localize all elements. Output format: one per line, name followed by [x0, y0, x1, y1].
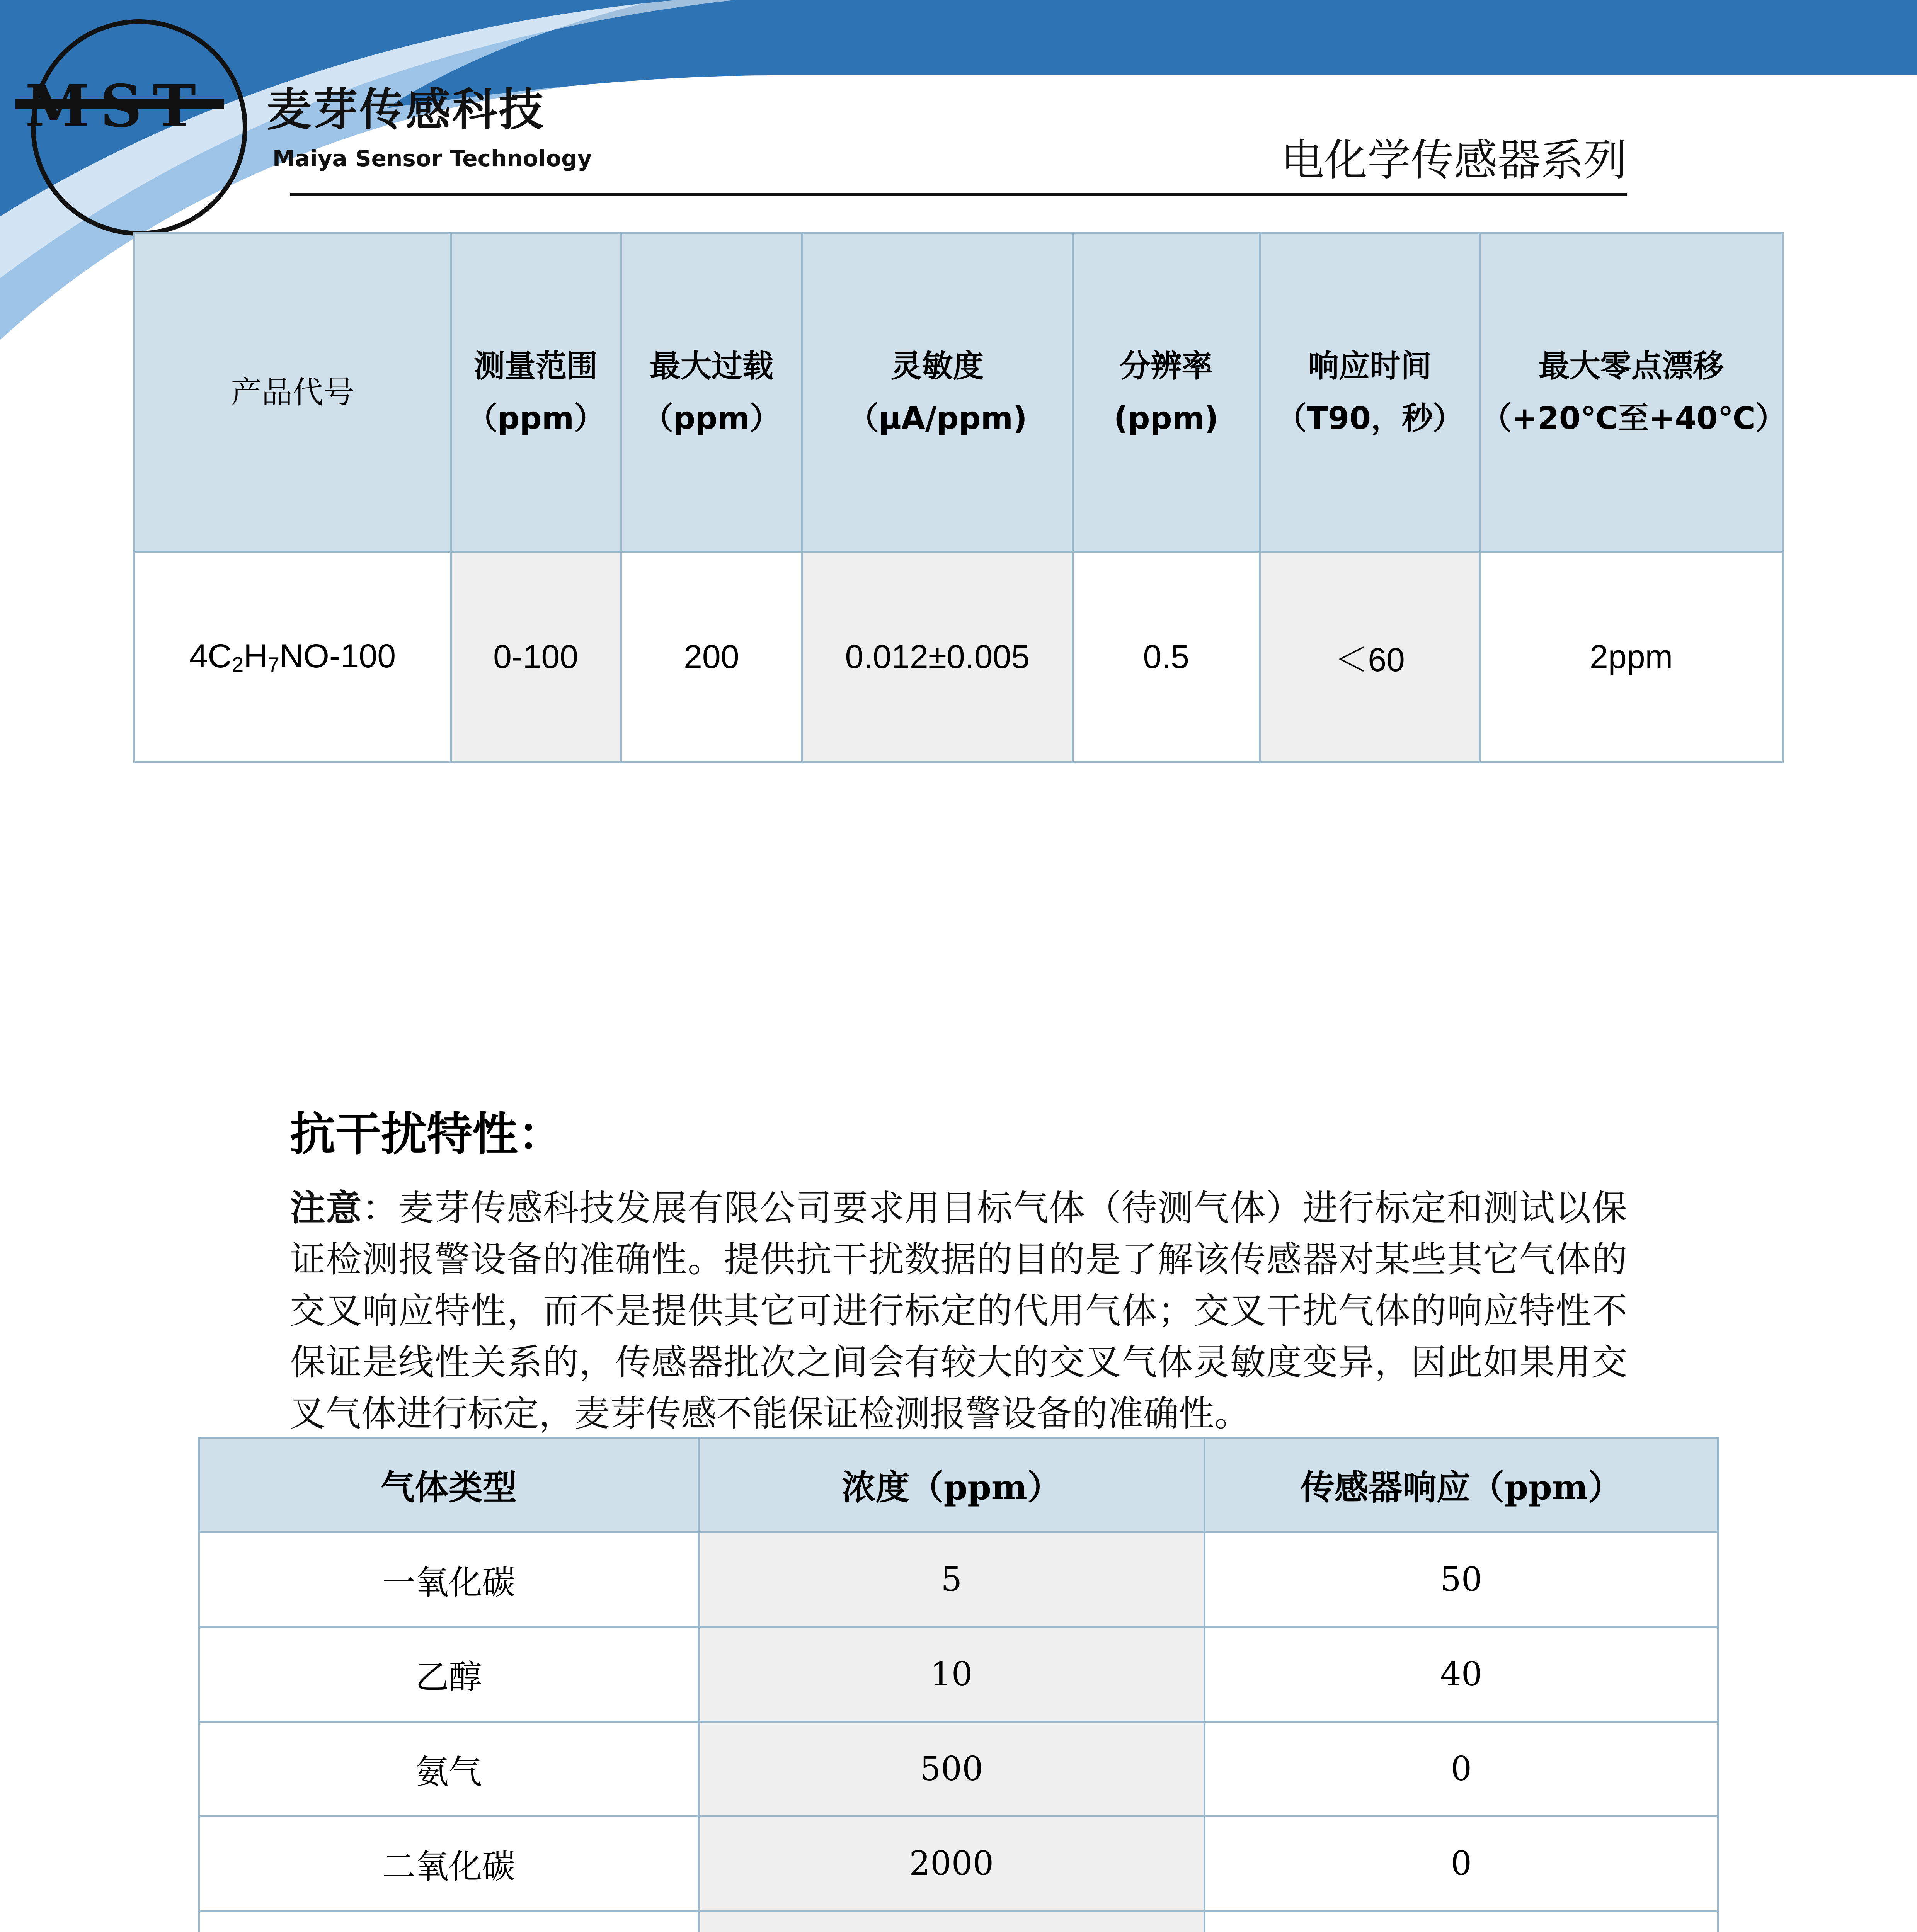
- spec-cell-range: 0-100: [451, 552, 621, 762]
- gas-cell: 二氧化碳: [199, 1816, 699, 1911]
- response-cell: [1204, 1911, 1718, 1932]
- response-cell: 0: [1204, 1722, 1718, 1816]
- spec-cell-resolution: 0.5: [1073, 552, 1260, 762]
- header-concentration: 浓度（ppm）: [699, 1438, 1205, 1532]
- company-name-cn: 麦芽传感科技: [267, 84, 545, 136]
- spec-data-row: [134, 552, 1783, 762]
- concentration-cell: 2000: [699, 1816, 1205, 1911]
- spec-table: [133, 232, 1784, 763]
- note-text: ：麦芽传感科技发展有限公司要求用目标气体（待测气体）进行标定和测试以保证检测报警设备的准确性。提供抗干扰数据的目的是了解该传感器对某些其它气体的交叉响应特性，而不是提供其它可进行标定的代用气体；交叉干扰气体的响应特性不保证是线性关系的，传感器批次之间会有较大的交叉气体灵敏度变异，因此如果用交叉气体进行标定，麦芽传感不能保证检测报警设备的准确性。: [290, 1187, 1627, 1434]
- section-title: 抗干扰特性：: [290, 1107, 564, 1161]
- gas-cell: [199, 1911, 699, 1932]
- header-gas-type: 气体类型: [199, 1438, 699, 1532]
- spec-cell-response: ＜60: [1260, 552, 1479, 762]
- spec-header-drift: 最大零点漂移 （+20℃至+40℃）: [1480, 233, 1783, 552]
- company-name-en: Maiya Sensor Technology: [272, 145, 592, 172]
- table-row: [199, 1532, 1718, 1627]
- interference-table: [198, 1437, 1719, 1932]
- concentration-cell: 5: [699, 1532, 1205, 1627]
- spec-header-code: 产品代号: [134, 233, 451, 552]
- spec-cell-overload: 200: [621, 552, 802, 762]
- spec-header-sensitivity: 灵敏度 （μA/ppm): [802, 233, 1073, 552]
- concentration-cell: [699, 1911, 1205, 1932]
- series-title: 电化学传感器系列: [1281, 135, 1627, 185]
- spec-header-row: [134, 233, 1783, 552]
- logo-mst-text: MST: [25, 72, 207, 140]
- note-label: 注意: [290, 1187, 363, 1229]
- header-sensor-response: 传感器响应（ppm）: [1204, 1438, 1718, 1532]
- response-cell: 40: [1204, 1627, 1718, 1722]
- header-rule: [290, 193, 1627, 196]
- spec-header-overload: 最大过载 （ppm）: [621, 233, 802, 552]
- table-row: [199, 1911, 1718, 1932]
- spec-header-response: 响应时间 （T90，秒）: [1260, 233, 1479, 552]
- table-row: [199, 1627, 1718, 1722]
- table-row: [199, 1816, 1718, 1911]
- spec-cell-code: $4C_2H_7NO-100$: [134, 552, 451, 762]
- concentration-cell: 500: [699, 1722, 1205, 1816]
- spec-header-range: 测量范围 （ppm）: [451, 233, 621, 552]
- spec-cell-sensitivity: 0.012±0.005: [802, 552, 1073, 762]
- gas-cell: 乙醇: [199, 1627, 699, 1722]
- response-cell: 0: [1204, 1816, 1718, 1911]
- concentration-cell: 10: [699, 1627, 1205, 1722]
- response-cell: 50: [1204, 1532, 1718, 1627]
- table-row: [199, 1722, 1718, 1816]
- note-paragraph: [290, 1182, 1627, 1439]
- gas-cell: 氨气: [199, 1722, 699, 1816]
- gas-cell: 一氧化碳: [199, 1532, 699, 1627]
- spec-cell-drift: 2ppm: [1480, 552, 1783, 762]
- interference-header-row: [199, 1438, 1718, 1532]
- spec-header-resolution: 分辨率 (ppm): [1073, 233, 1260, 552]
